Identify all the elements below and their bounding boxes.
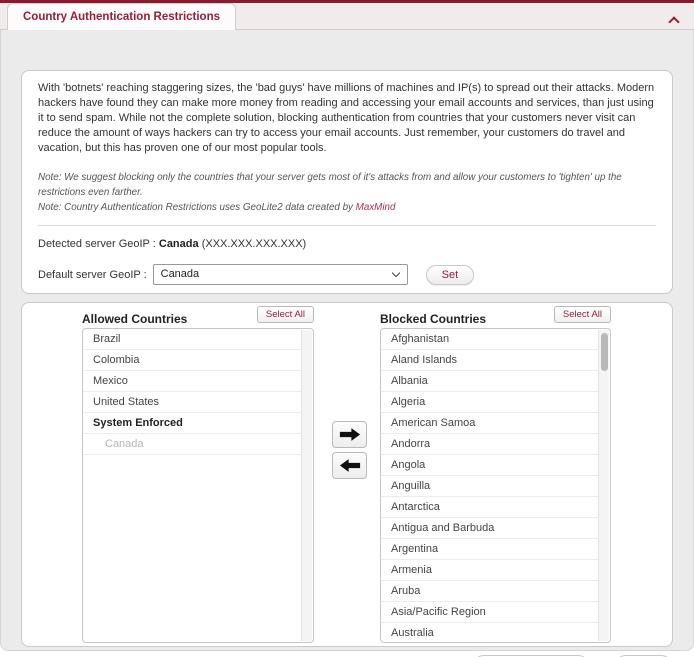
section-header-bar: [0, 3, 694, 30]
section-title-tab[interactable]: [7, 3, 236, 30]
list-item[interactable]: Brazil: [83, 329, 301, 350]
country-lists-panel: [21, 302, 673, 647]
list-item[interactable]: Aruba: [381, 581, 598, 602]
intro-panel: [21, 70, 673, 294]
set-button[interactable]: Set: [426, 265, 475, 285]
blocked-select-all-button[interactable]: Select All: [554, 306, 611, 323]
detected-geoip-value: Canada: [158, 238, 199, 250]
list-item[interactable]: American Samoa: [381, 413, 598, 434]
note-geolite2: Note: Country Authentication Restrictions uses GeoLite2 data created by MaxMind: [38, 202, 396, 213]
collapse-chevron-icon[interactable]: [670, 16, 678, 24]
list-item[interactable]: Argentina: [381, 539, 598, 560]
move-to-allowed-button[interactable]: [332, 452, 367, 479]
default-geoip-selected-value: Canada: [160, 268, 200, 280]
note-blocking-suggestion: Note: We suggest blocking only the countries that your server gets most of it's attacks from and allow your customers to 'tighten' up the restrictions even farther.: [38, 172, 622, 198]
divider: [38, 225, 656, 226]
arrow-right-icon: [339, 427, 361, 442]
list-item[interactable]: Mexico: [83, 371, 301, 392]
allowed-select-all-button[interactable]: Select All: [257, 306, 314, 323]
chevron-down-icon: [393, 270, 400, 277]
content-container: [0, 30, 694, 651]
allowed-countries-list[interactable]: [82, 328, 314, 643]
blocked-countries-title: Blocked Countries: [380, 312, 487, 326]
blocked-countries-column: [380, 303, 611, 643]
list-item[interactable]: Asia/Pacific Region: [381, 602, 598, 623]
move-to-blocked-button[interactable]: [332, 421, 367, 448]
blocked-countries-header: [380, 303, 611, 328]
blocked-countries-list-inner: [381, 329, 598, 642]
allowed-list-scrollbar[interactable]: [301, 330, 312, 641]
allowed-countries-list-inner: [83, 329, 301, 642]
list-item[interactable]: Algeria: [381, 392, 598, 413]
list-item[interactable]: United States: [83, 392, 301, 413]
list-item[interactable]: Antarctica: [381, 497, 598, 518]
list-item[interactable]: Andorra: [381, 434, 598, 455]
list-item[interactable]: Anguilla: [381, 476, 598, 497]
default-geoip-label: Default server GeoIP :: [38, 268, 147, 281]
list-item[interactable]: Colombia: [83, 350, 301, 371]
system-enforced-item: Canada: [83, 434, 301, 455]
default-geoip-row: [38, 264, 656, 285]
list-item[interactable]: Angola: [381, 455, 598, 476]
list-item[interactable]: Afghanistan: [381, 329, 598, 350]
page-title: Country Authentication Restrictions: [23, 11, 220, 23]
blocked-list-scrollbar-thumb[interactable]: [601, 333, 608, 371]
intro-paragraph: With 'botnets' reaching staggering sizes, the 'bad guys' have millions of machines and IP(s) to spread out their attacks. Modern hackers have found they can make more money from reading and accessing your email accounts and services, than just using it to send spam. While not the complete solution, blocking authentication from countries that your customers never visit can reduce the amount of ways hackers can try to access your email accounts. Just remember, your customers do travel and vacation, but this has proven one of our most popular tools.: [38, 82, 655, 154]
detected-geoip-line: [38, 238, 656, 250]
blocked-countries-list[interactable]: [380, 328, 611, 643]
blocked-list-scrollbar[interactable]: [598, 330, 609, 641]
arrow-left-icon: [339, 458, 361, 473]
list-item[interactable]: Armenia: [381, 560, 598, 581]
system-enforced-group-label: System Enforced: [83, 413, 301, 434]
list-item[interactable]: Aland Islands: [381, 350, 598, 371]
list-item[interactable]: Antigua and Barbuda: [381, 518, 598, 539]
detected-geoip-label: Detected server GeoIP :: [38, 238, 156, 250]
allowed-countries-column: [82, 303, 314, 643]
detected-geoip-ip: (XXX.XXX.XXX.XXX): [201, 238, 307, 250]
allowed-countries-header: [82, 303, 314, 328]
list-item[interactable]: Australia: [381, 623, 598, 643]
maxmind-link[interactable]: MaxMind: [355, 202, 396, 213]
default-geoip-select[interactable]: [153, 264, 408, 285]
list-item[interactable]: Albania: [381, 371, 598, 392]
allowed-countries-title: Allowed Countries: [82, 312, 188, 326]
